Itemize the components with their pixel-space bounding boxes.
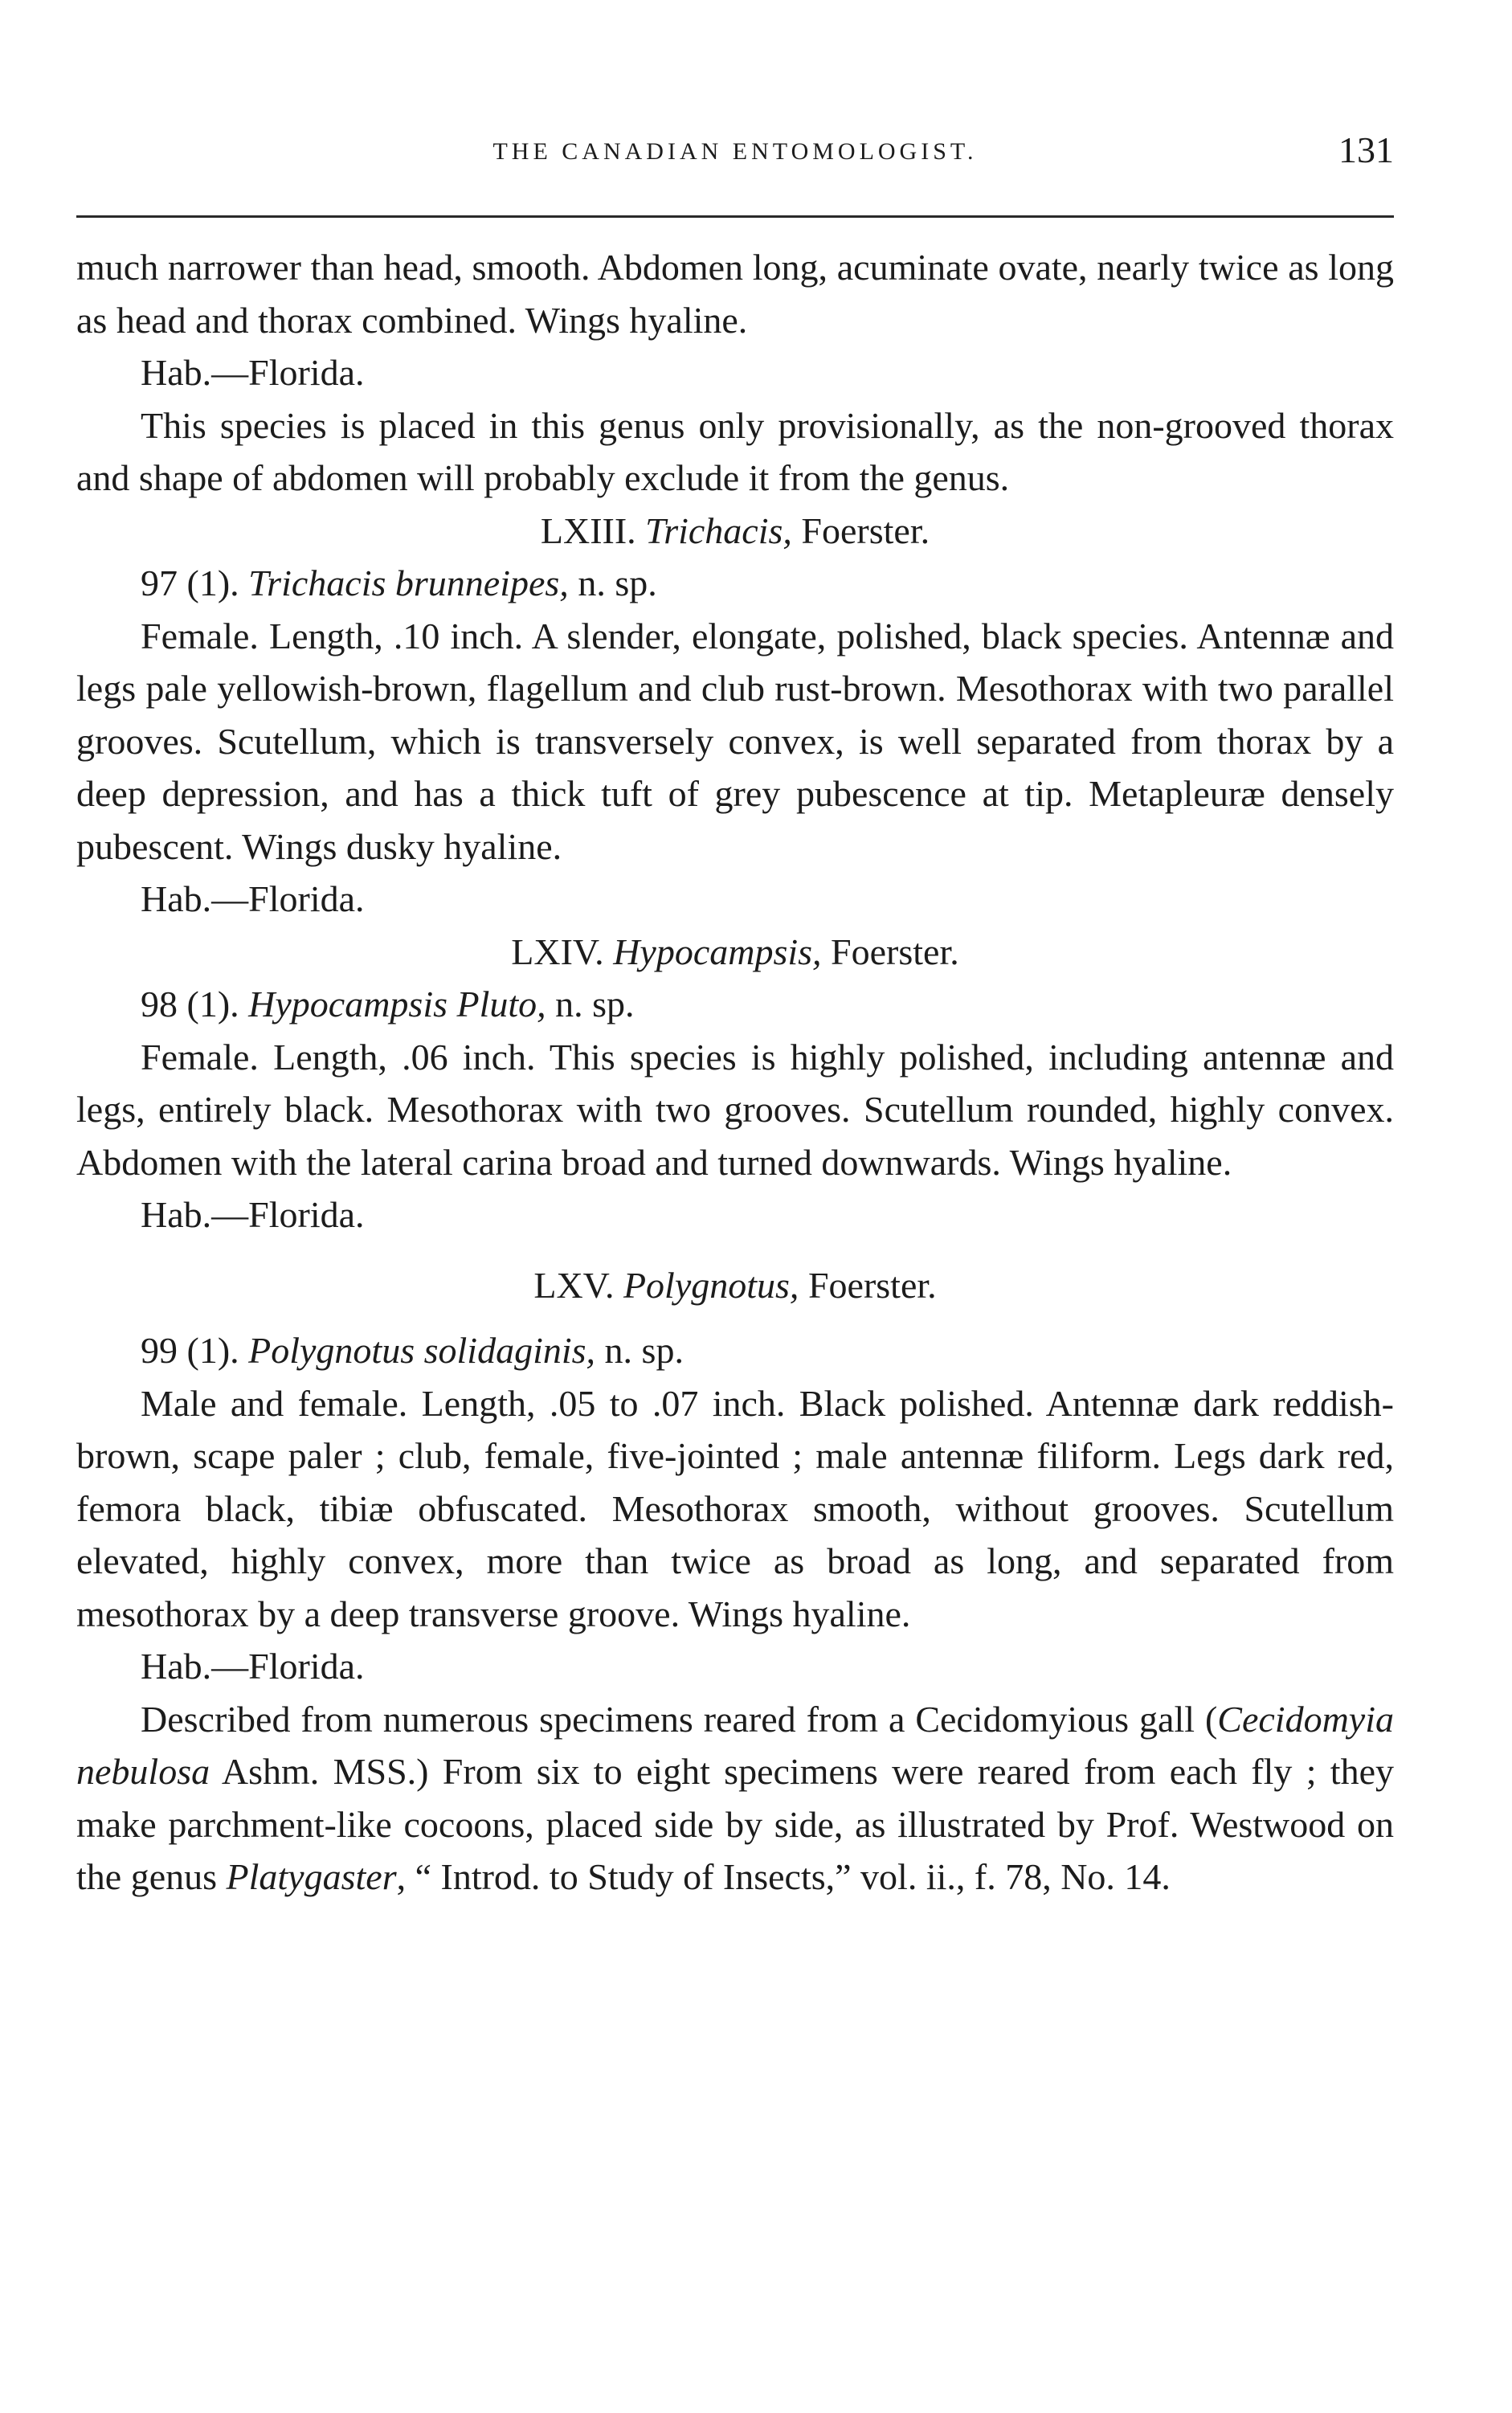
species-description: Female. Length, .06 inch. This species is highly polished, including antennæ and legs, entirely black. Mesothorax with two grooves. Scutellum rounded, highly convex. Abdomen with the lateral carina broad and turned downwards. Wings hyaline. <box>76 1036 1394 1183</box>
genus-numeral: LXV. <box>533 1264 615 1306</box>
species-description: Female. Length, .10 inch. A slender, elongate, polished, black species. Antennæ and legs pale yellowish-brown, flagellum and club rust-brown. Mesothorax with two parallel grooves. Scutellum, which is transversely convex, is well separated from thorax by a deep depression, and has a thick tuft of grey pubescence at tip. Metapleuræ densely pubescent. Wings dusky hyaline. <box>76 615 1394 867</box>
body-text <box>76 241 1394 1904</box>
genus-heading <box>76 505 1394 558</box>
final-paragraph <box>76 1693 1394 1904</box>
genus-author: Foerster. <box>831 930 959 972</box>
header-rule <box>76 215 1394 218</box>
genus-name: Trichacis, <box>645 509 792 551</box>
paragraph-remark: This species is placed in this genus only provisionally, as the non-grooved thorax and shape of abdomen will probably exclude it from the genus. <box>76 404 1394 498</box>
genus-name: Hypocampsis, <box>613 930 822 972</box>
final-text-part: Ashm. MSS.) From six to eight specimens were reared from each fly ; they make parchment-like cocoons, placed side by side, as illustrated by Prof. Westwood on the genus <box>76 1751 1394 1897</box>
species-number: 97 (1). <box>141 562 239 603</box>
genus-numeral: LXIII. <box>540 509 636 551</box>
species-suffix: n. sp. <box>555 984 635 1025</box>
running-title: THE CANADIAN ENTOMOLOGIST. <box>492 138 978 165</box>
genus-author: Foerster. <box>801 509 930 551</box>
species-name: Polygnotus solidaginis, <box>248 1330 596 1371</box>
final-text-part: Described from numerous specimens reared from a Cecidomyious gall ( <box>141 1698 1218 1740</box>
species-name: Trichacis brunneipes, <box>248 562 569 603</box>
species-heading <box>76 1324 1394 1377</box>
final-text-part: , “ Introd. to Study of Insects,” vol. ii., f. 78, No. 14. <box>396 1856 1171 1897</box>
habitat-line: Hab.—Florida. <box>141 878 365 919</box>
genus-name: Polygnotus, <box>623 1264 799 1306</box>
habitat-line: Hab.—Florida. <box>141 1646 365 1687</box>
species-heading <box>76 978 1394 1031</box>
species-heading <box>76 557 1394 610</box>
species-number: 98 (1). <box>141 984 239 1025</box>
habitat-line: Hab.—Florida. <box>141 1194 365 1235</box>
species-suffix: n. sp. <box>604 1330 684 1371</box>
species-number: 99 (1). <box>141 1330 239 1371</box>
paragraph-continuation: much narrower than head, smooth. Abdomen long, acuminate ovate, nearly twice as long as head and thorax combined. Wings hyaline. <box>76 247 1394 341</box>
species-name: Hypocampsis Pluto, <box>248 984 546 1025</box>
species-description: Male and female. Length, .05 to .07 inch. Black polished. Antennæ dark reddish-brown, scape paler ; club, female, five-jointed ; male antennæ filiform. Legs dark red, femora black, tibiæ obfuscated. Mesothorax smooth, without grooves. Scutellum elevated, highly convex, more than twice as broad as long, and separated from mesothorax by a deep transverse groove. Wings hyaline. <box>76 1382 1394 1634</box>
habitat-line: Hab.—Florida. <box>141 352 365 393</box>
species-suffix: n. sp. <box>578 562 657 603</box>
page-number: 131 <box>1338 129 1394 170</box>
genus-heading <box>76 926 1394 979</box>
running-head <box>76 129 1394 177</box>
genus-numeral: LXIV. <box>511 930 604 972</box>
genus-author: Foerster. <box>807 1264 937 1306</box>
final-italic-genus: Platygaster <box>226 1856 397 1897</box>
genus-heading <box>76 1259 1394 1312</box>
final-italic-gall: Cecidomyia nebulosa <box>76 1698 1394 1792</box>
